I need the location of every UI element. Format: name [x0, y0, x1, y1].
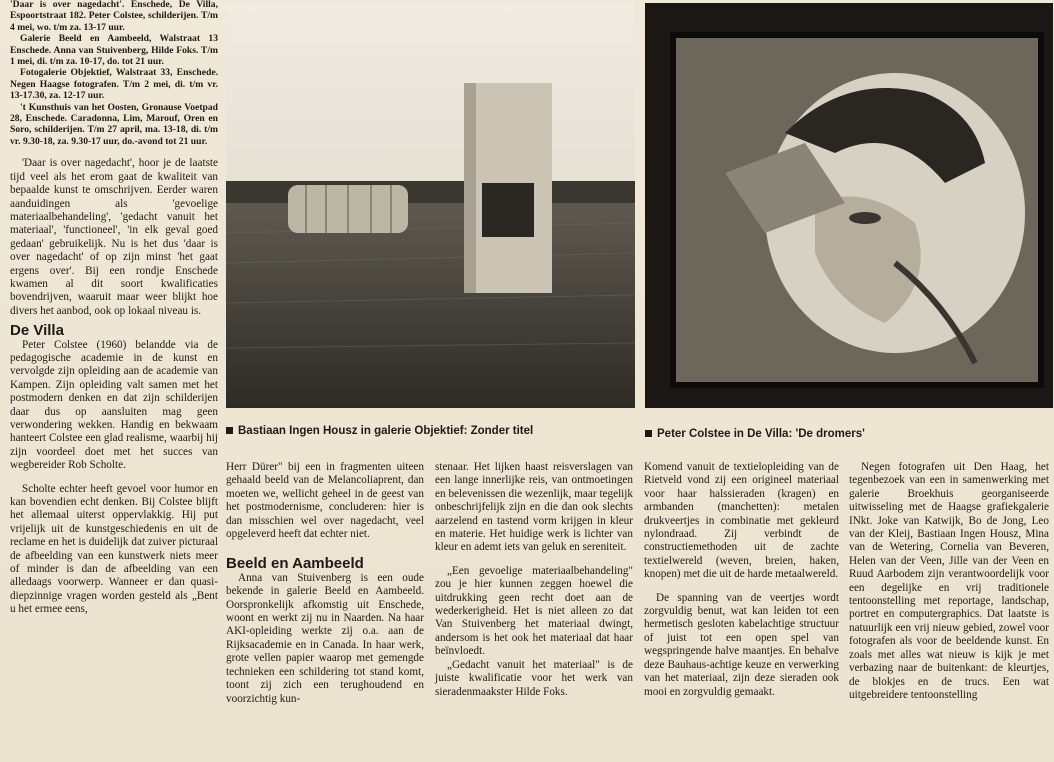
heading-de-villa: De Villa — [10, 322, 64, 340]
paragraph: Scholte echter heeft gevoel voor humor en kan bovendien echt denken. Bij Colstee blijft het allemaal uiterst oppervlakkig. Hij put vrijelijk uit de kunstgeschiedenis en uit de reclame en het is duidelijk dat zuiver picturaal de afbeelding van een kunstwerk niets meer of minder is dan de afbeelding van een alledaags voorwerp. Wanneer er dan quasi-diepzinnige vragen worden gesteld als „Bent u het ermee eens, — [10, 482, 218, 616]
column-3 — [435, 461, 633, 699]
paragraph: „Een gevoelige materiaalbehandeling" zou je hier kunnen zeggen hoewel die uitdrukking geen recht doet aan de wederkerigheid. Het is niet alleen zo dat Van Stuivenberg het materiaal dwingt, andersom is het ook het materiaal dat haar beïnvloedt. — [435, 564, 633, 658]
paragraph: De spanning van de veertjes wordt zorgvuldig benut, wat kan leiden tot een hermetisch gesloten kabelachtige structuur of juist tot een open spel van wegspringende halve maantjes. En behalve deze Bauhaus-achtige keuze en verwerking van het materiaal, zijn deze sieraden ook mooi en zorgvuldig gemaakt. — [644, 591, 839, 698]
caption-photo-1: Bastiaan Ingen Housz in galerie Objektief: Zonder titel — [226, 425, 533, 437]
bullet-square-icon — [226, 427, 233, 434]
photo-de-villa — [645, 3, 1053, 408]
paragraph: Komend vanuit de textielopleiding van de Rietveld vond zij een origineel materiaal voor haar halssieraden (kragen) en armbanden (manchetten): metalen drukveertjes in combinatie met gekleurd nylondraad. Zij verbindt de constructiemethoden uit de zachte textielwereld (weven, breien, haken, knopen) met die uit de harde metaalwereld. — [644, 461, 839, 581]
exhibition-listings — [10, 0, 218, 147]
photo-dreamers-painting — [645, 3, 1053, 408]
paragraph: Herr Dürer" bij een in fragmenten uiteen gehaald beeld van de Melancoliaprent, dan moeten we, wellicht geheel in de geest van het postmodernisme, concluderen: hier is dan misschien wel over nagedacht, veel opgeleverd heeft dat echter niet. — [226, 461, 424, 541]
bullet-square-icon — [645, 430, 652, 437]
intro-paragraph: 'Daar is over nagedacht', hoor je de laatste tijd veel als het erom gaat de kwaliteit van bepaalde kunst te omschrijven. Eerder waren aanduidingen als 'gevoelige materiaalbehandeling', 'gedacht vanuit het materiaal', 'functioneel', 'in elk geval goed gedaan' gebruikelijk. Nu is het dus 'daar is over nagedacht' of op zijn minst 'het gaat ergens over'. Bij een rondje Enschede kwamen al dit soort kwalificaties bovendrijven, waaruit maar weer blijkt hoe divers het aanbod, ook op lokaal niveau is. — [10, 157, 218, 317]
hay-bales — [288, 185, 408, 233]
listing-item: Galerie Beeld en Aambeeld, Walstraat 13 Enschede. Anna van Stuivenberg, Hilde Foks. T/m 1 mei, di. t/m za. 10-17, do. tot 21 uur. — [10, 33, 218, 68]
column-1 — [10, 0, 218, 617]
heading-beeld-en-aambeeld: Beeld en Aambeeld — [226, 555, 364, 573]
listing-item: 'Daar is over nagedacht'. Enschede, De Villa, Espoortstraat 182. Peter Colstee, schilderijen. T/m 4 mei, wo. t/m za. 13-17 uur. — [10, 0, 218, 33]
listing-item: Fotogalerie Objektief, Walstraat 33, Enschede. Negen Haagse fotografen. T/m 2 mei, di. t/m vr. 13-17.30, za. 12-17 uur. — [10, 67, 218, 102]
paragraph: „Gedacht vanuit het materiaal" is de juiste kwalificatie voor het werk van sieradenmaakster Hilde Foks. — [435, 658, 633, 698]
paragraph: Peter Colstee (1960) belandde via de pedagogische academie in de kunst en vervolgde zijn opleiding aan de academie van Kampen. Zijn opleiding valt samen met het postmodern denken en dat zijn schilderijen daar dus op aansluiten mag geen verwondering wekken. Handig en bekwaam hanteert Colstee een glad realisme, waarbij hij zijn voordeel doet met het succes van wegbereider Rob Scholte. — [10, 338, 218, 472]
photo-field-sculpture — [226, 3, 635, 408]
column-2 — [226, 461, 424, 706]
listing-item: 't Kunsthuis van het Oosten, Gronause Voetpad 28, Enschede. Caradonna, Lim, Marouf, Oren en Soro, schilderijen. T/m 27 april, ma. 13-18, di. t/m vr. 9.30-18, za. 9.30-17 uur, do.-avond tot 21 uur. — [10, 101, 218, 147]
concrete-pillar — [464, 83, 552, 293]
paragraph: Negen fotografen uit Den Haag, het tegenbezoek van een in samenwerking met galerie Broekhuis georganiseerde uitwisseling met de Haagse grafiekgalerie INkt. Joke van Katwijk, Bo de Jong, Leo van der Kleij, Bastiaan Ingen Housz, Mina van de Wetering, Cornelia van Beveren, Helen van der Veen, Jille van der Veen en Ruud Aarbodem zijn verantwoordelijk voor een degelijke en vrij traditionele tentoonstelling met reportage, landschap, portret en computergraphics. Dat laatste is natuurlijk een vrij nieuw gebied, zowel voor fotografen als voor de beeldende kunst. En zoals met alles wat nieuw is kijk je met verbazing naar de buitenkant: de kleurtjes, de blokjes en de trucs. Een wat uitgebreidere tentoonstelling — [849, 461, 1049, 701]
paragraph: stenaar. Het lijken haast reisverslagen van een lange innerlijke reis, van ontmoetingen en belevenissen die wezenlijk, maar tegelijk onbeschrijfelijk zijn en die dan ook slechts aarzelend en tastend vorm krijgen in kleur en materie. Het huidige werk is lichter van kleur en ademt iets van geluk en sereniteit. — [435, 461, 633, 554]
caption-photo-2: Peter Colstee in De Villa: 'De dromers' — [645, 428, 865, 440]
paragraph: Anna van Stuivenberg is een oude bekende in galerie Beeld en Aambeeld. Oorspronkelijk afkomstig uit Enschede, woont en werkt zij nu in Naarden. Na haar AKI-opleiding werkte zij o.a. aan de Rijksacademie en in Canada. In haar werk, grote vellen papier waarop met gemengde technieken een schildering tot stand komt, toont zij zich een terughoudend en voorzichtig kun- — [226, 571, 424, 705]
column-4 — [644, 461, 839, 699]
column-5 — [849, 461, 1049, 702]
photo-objektief — [226, 3, 635, 408]
